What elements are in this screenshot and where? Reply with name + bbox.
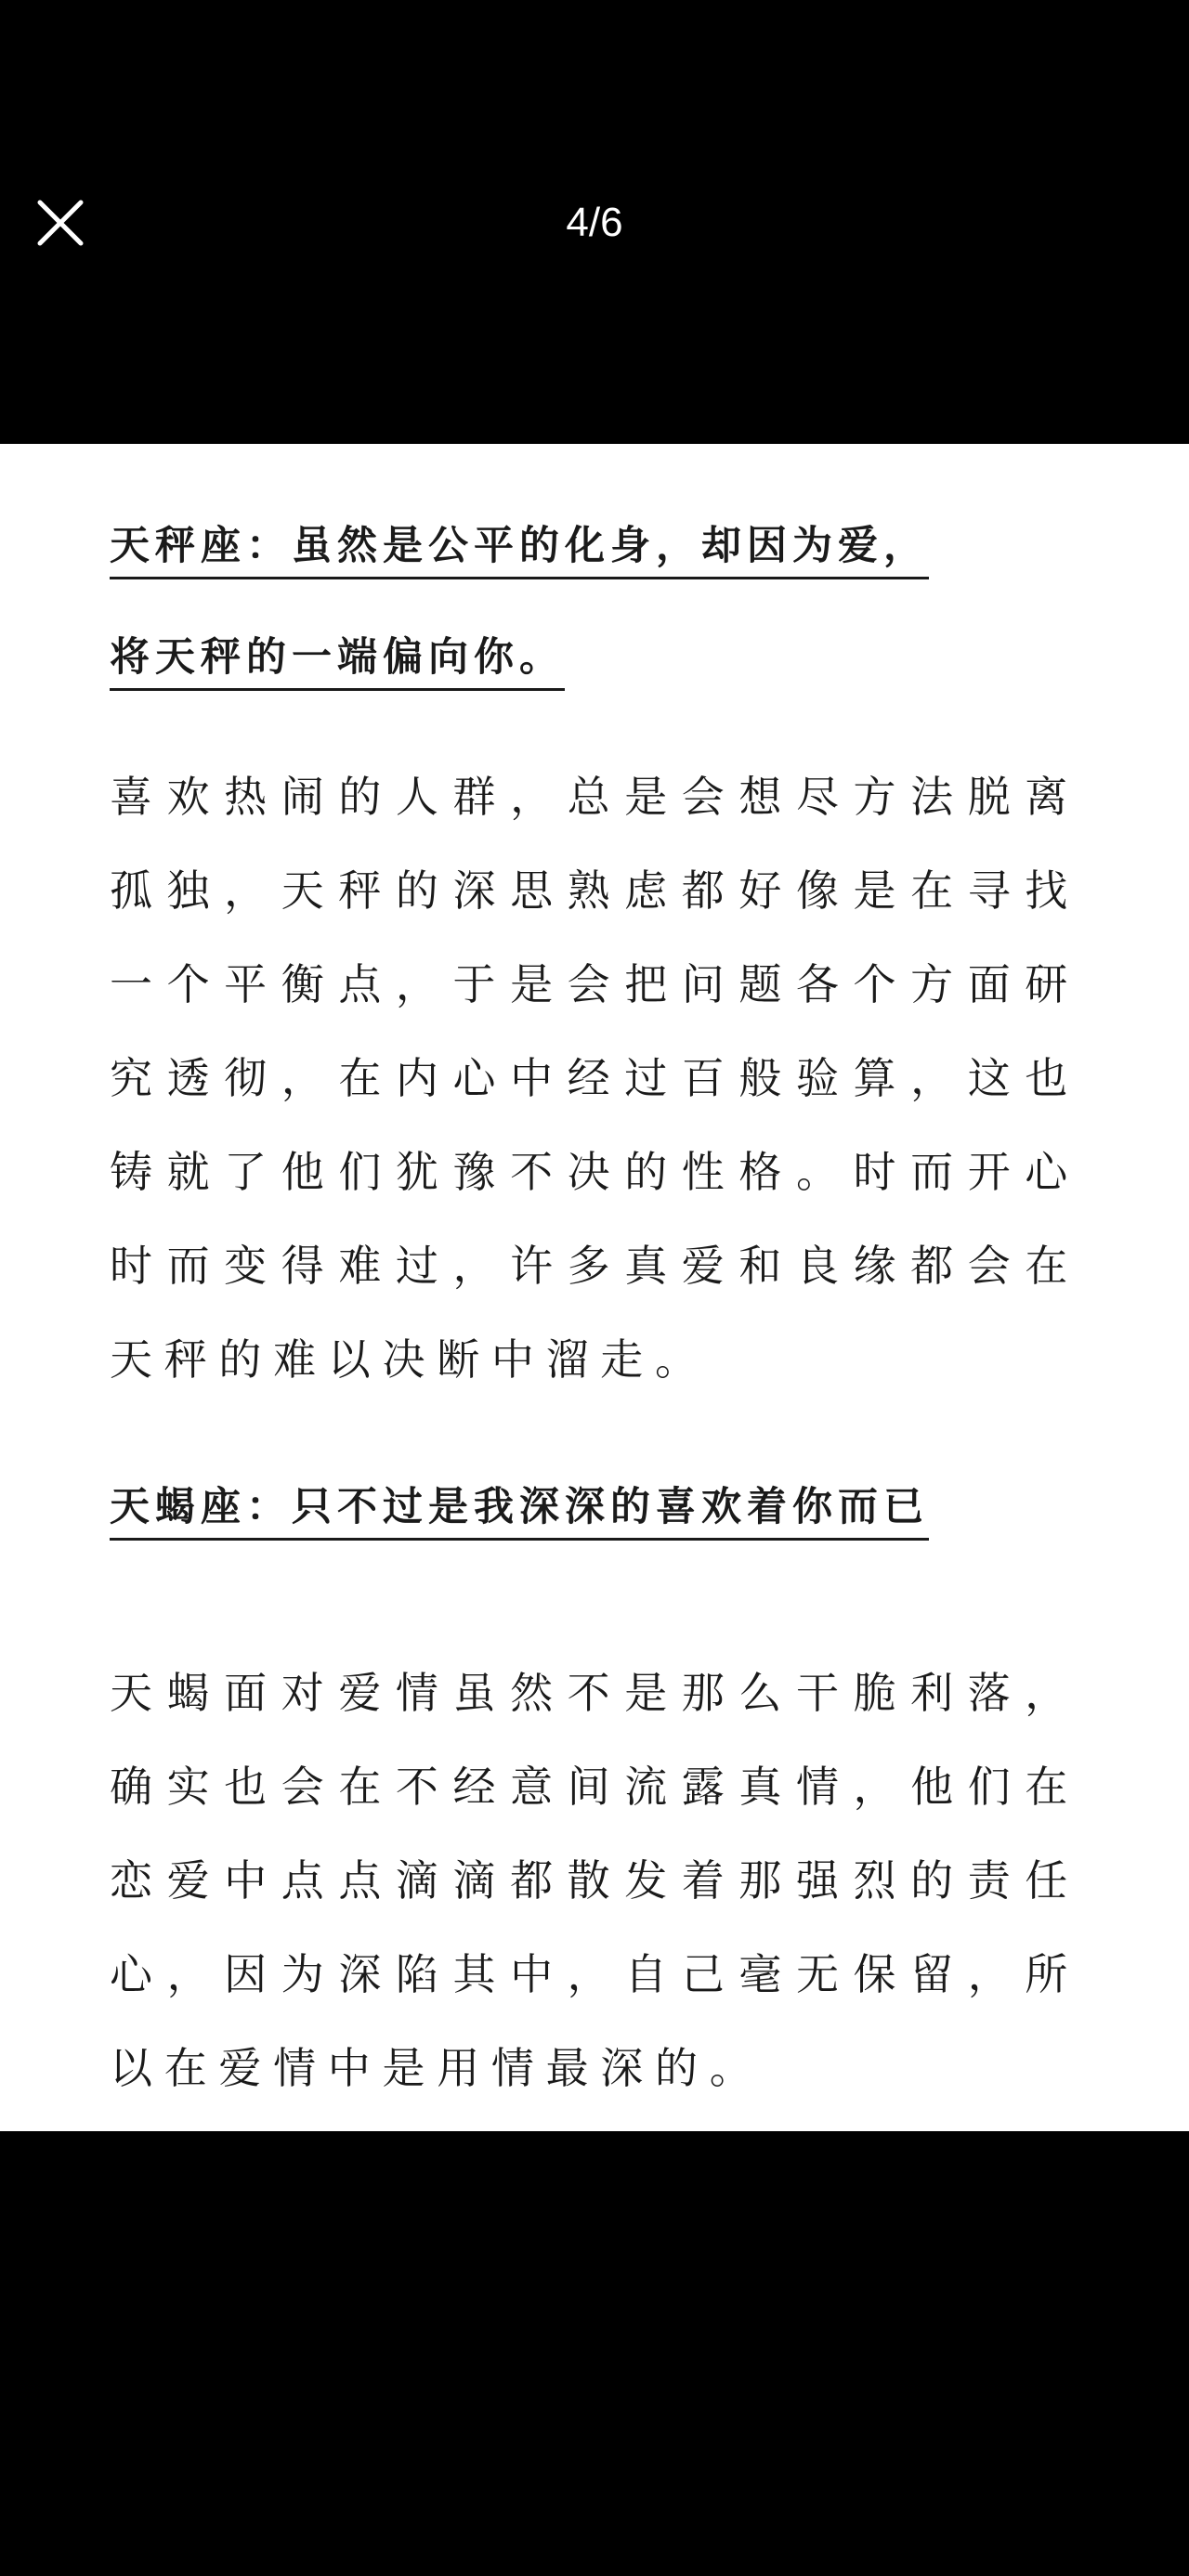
heading-line: 天蝎座：只不过是我深深的喜欢着你而已 xyxy=(110,1477,929,1541)
section-paragraph-scorpio: 天蝎面对爱情虽然不是那么干脆利落，确实也会在不经意间流露真情，他们在恋爱中点点滴滴都散发着那强烈的责任心，因为深陷其中，自己毫无保留，所以在爱情中是用情最深的。 xyxy=(110,1668,1079,2093)
heading-line: 天秤座：虽然是公平的化身，却因为爱， xyxy=(110,515,929,579)
section-heading-scorpio xyxy=(110,1461,929,1554)
viewer-bottom-area xyxy=(0,2131,1189,2576)
section-heading-libra xyxy=(110,500,929,704)
page-counter: 4/6 xyxy=(566,200,623,245)
heading-line: 将天秤的一端偏向你。 xyxy=(110,627,565,691)
viewer-top-bar xyxy=(0,0,1189,444)
section-paragraph-libra: 喜欢热闹的人群，总是会想尽方法脱离孤独，天秤的深思熟虑都好像是在寻找一个平衡点，于是会把问题各个方面研究透彻，在内心中经过百般验算，这也铸就了他们犹豫不决的性格。时而开心时而变得难过，许多真爱和良缘都会在天秤的难以决断中溜走。 xyxy=(110,772,1079,1385)
close-icon xyxy=(36,199,85,247)
close-button[interactable] xyxy=(28,190,93,255)
image-page xyxy=(0,444,1189,2131)
